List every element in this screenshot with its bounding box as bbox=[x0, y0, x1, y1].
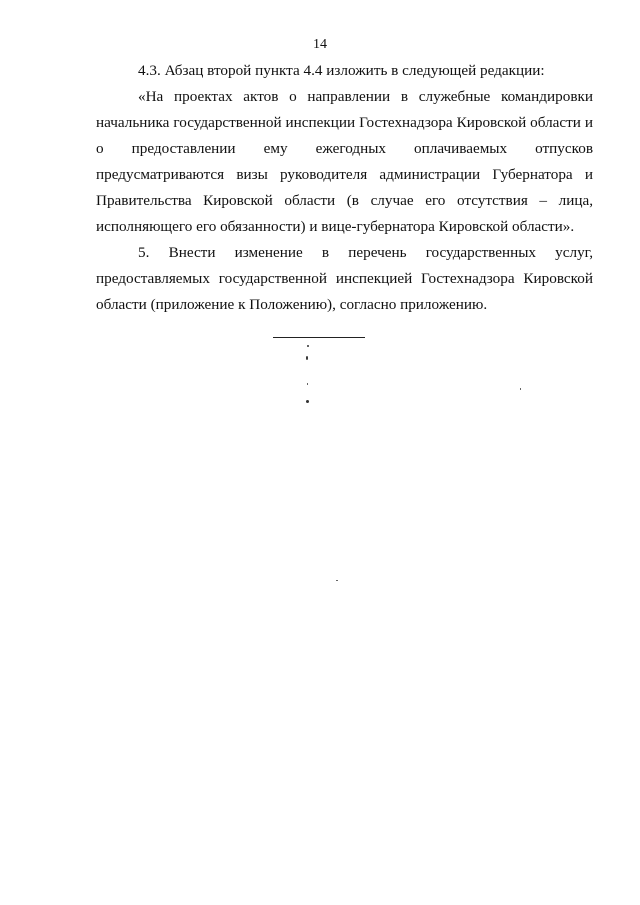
paragraph-4-3: 4.3. Абзац второй пункта 4.4 изложить в следующей редакции: bbox=[138, 62, 545, 79]
page-number: 14 bbox=[313, 37, 327, 52]
scan-speck bbox=[520, 388, 521, 390]
paragraph-5: 5. Внести изменение в перечень государственных услуг, предоставляемых государственной инспекцией Гостехнадзора Кировской области (приложение к Положению), согласно приложению. bbox=[96, 244, 593, 313]
paragraph-quoted-amendment: «На проектах актов о направлении в служебные командировки начальника государственной инспекции Гостехнадзора Кировской области и о предоставлении ему ежегодных оплачиваемых отпусков предусматриваются визы руководителя администрации Губернатора и Правительства Кировской области (в случае его отсутствия – лица, исполняющего его обязанности) и вице-губернатора Кировской области». bbox=[96, 88, 593, 235]
scan-speck bbox=[336, 580, 338, 581]
scan-speck bbox=[307, 383, 308, 385]
scan-speck bbox=[307, 345, 309, 347]
scan-speck bbox=[306, 400, 309, 403]
end-separator-line bbox=[273, 337, 365, 338]
document-body bbox=[96, 58, 593, 318]
scan-speck bbox=[306, 356, 308, 360]
